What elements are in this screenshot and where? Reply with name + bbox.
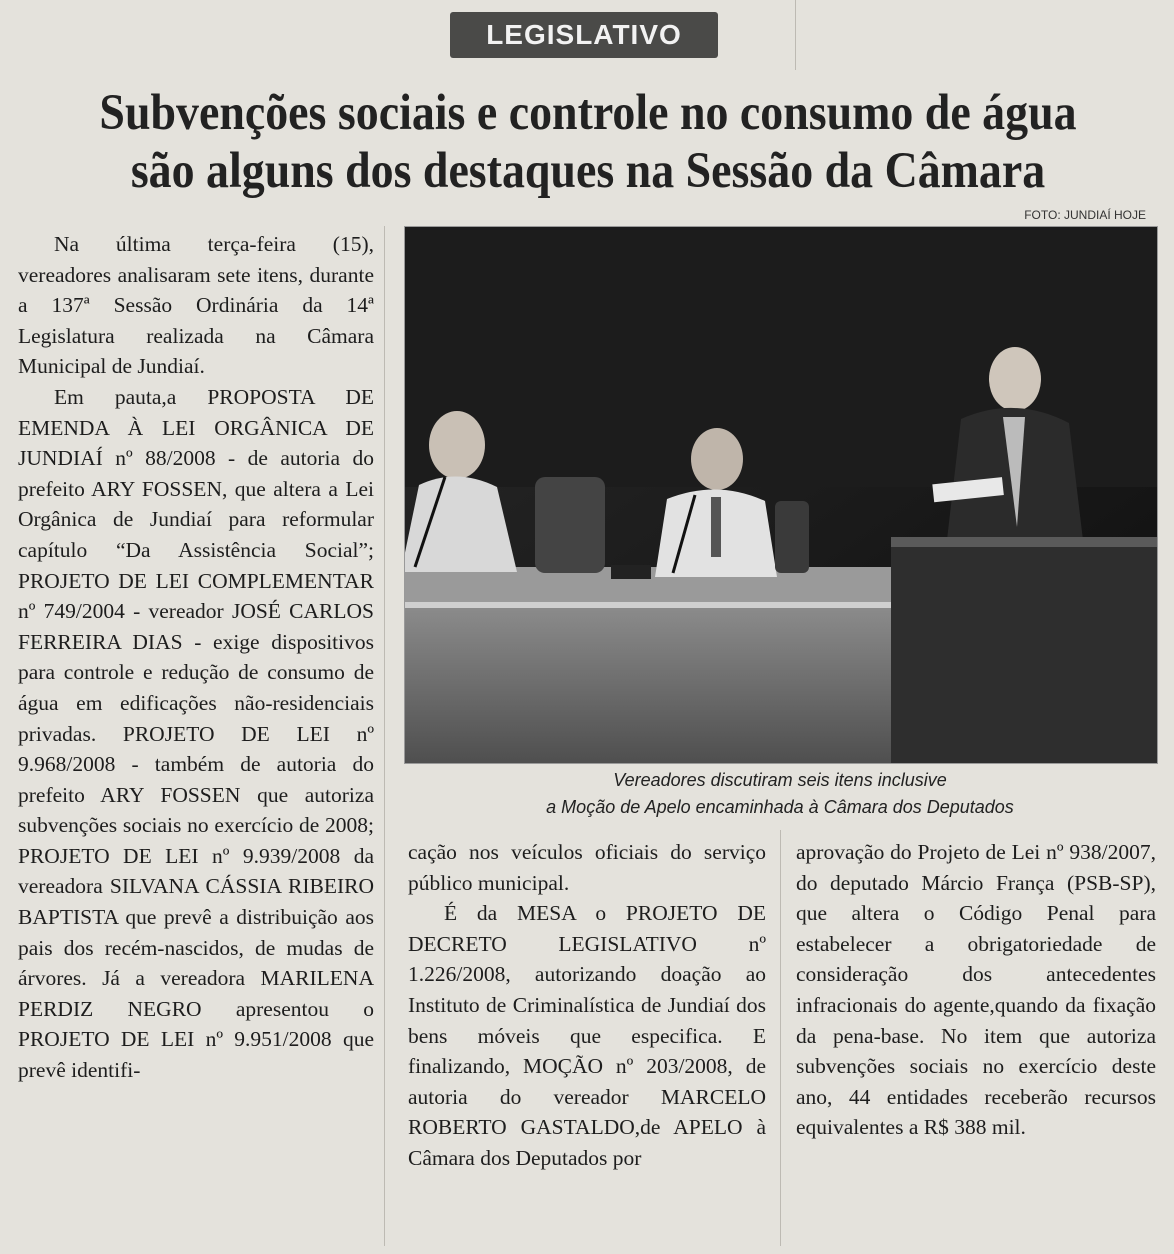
column-rule xyxy=(795,0,796,70)
caption-line-2: a Moção de Apelo encaminhada à Câmara dos Deputados xyxy=(546,797,1014,817)
article-paragraph: É da MESA o PROJETO DE DECRETO LEGISLATIVO nº 1.226/2008, autorizando doação ao Instituto de Criminalística de Jundiaí dos bens móveis que especifica. E finalizando, MOÇÃO nº 203/2008, de autoria do vereador MARCELO ROBERTO GASTALDO,de APELO à Câmara dos Deputados por xyxy=(408,901,766,1170)
column-rule xyxy=(384,226,385,1246)
article-column-1 xyxy=(18,229,374,1086)
column-rule xyxy=(780,830,781,1246)
session-photo xyxy=(404,226,1158,764)
headline xyxy=(77,84,1099,200)
photo-caption xyxy=(404,767,1156,821)
caption-line-1: Vereadores discutiram seis itens inclusive xyxy=(613,770,947,790)
article-paragraph: Na última terça-feira (15), vereadores analisaram sete itens, durante a 137ª Sessão Ordinária da 14ª Legislatura realizada na Câmara Municipal de Jundiaí. xyxy=(18,232,374,379)
bleed-through-text xyxy=(30,0,44,38)
article-paragraph: aprovação do Projeto de Lei nº 938/2007, do deputado Márcio França (PSB-SP), que altera o Código Penal para estabelecer a obrigatoriedade de consideração dos antecedentes infracionais do agente,quando da fixação da pena-base. No item que autoriza subvenções sociais no exercício deste ano, 44 entidades receberão recursos equivalentes a R$ 388 mil. xyxy=(796,840,1156,1140)
section-tag: LEGISLATIVO xyxy=(450,12,718,58)
headline-line-2: são alguns dos destaques na Sessão da Câmara xyxy=(130,143,1046,199)
headline-line-1: Subvenções sociais e controle no consumo de água xyxy=(99,85,1077,141)
article-paragraph: cação nos veículos oficiais do serviço público municipal. xyxy=(408,840,766,895)
session-photo-image xyxy=(405,227,1157,763)
article-column-3 xyxy=(796,837,1156,1143)
article-column-2 xyxy=(408,837,766,1174)
photo-credit: FOTO: JUNDIAÍ HOJE xyxy=(1024,208,1146,222)
article-paragraph: Em pauta,a PROPOSTA DE EMENDA À LEI ORGÂNICA DE JUNDIAÍ nº 88/2008 - de autoria do prefeito ARY FOSSEN, que altera a Lei Orgânica de Jundiaí para reformular capítulo “Da Assistência Social”; PROJETO DE LEI COMPLEMENTAR nº 749/2004 - vereador JOSÉ CARLOS FERREIRA DIAS - exige dispositivos para controle e redução de consumo de água em edificações não-residenciais privadas. PROJETO DE LEI nº 9.968/2008 - também de autoria do prefeito ARY FOSSEN que autoriza subvenções sociais no exercício de 2008; PROJETO DE LEI nº 9.939/2008 da vereadora SILVANA CÁSSIA RIBEIRO BAPTISTA que prevê a distribuição aos pais dos recém-nascidos, de mudas de árvores. Já a vereadora MARILENA PERDIZ NEGRO apresentou o PROJETO DE LEI nº 9.951/2008 que prevê identifi- xyxy=(18,384,374,1083)
